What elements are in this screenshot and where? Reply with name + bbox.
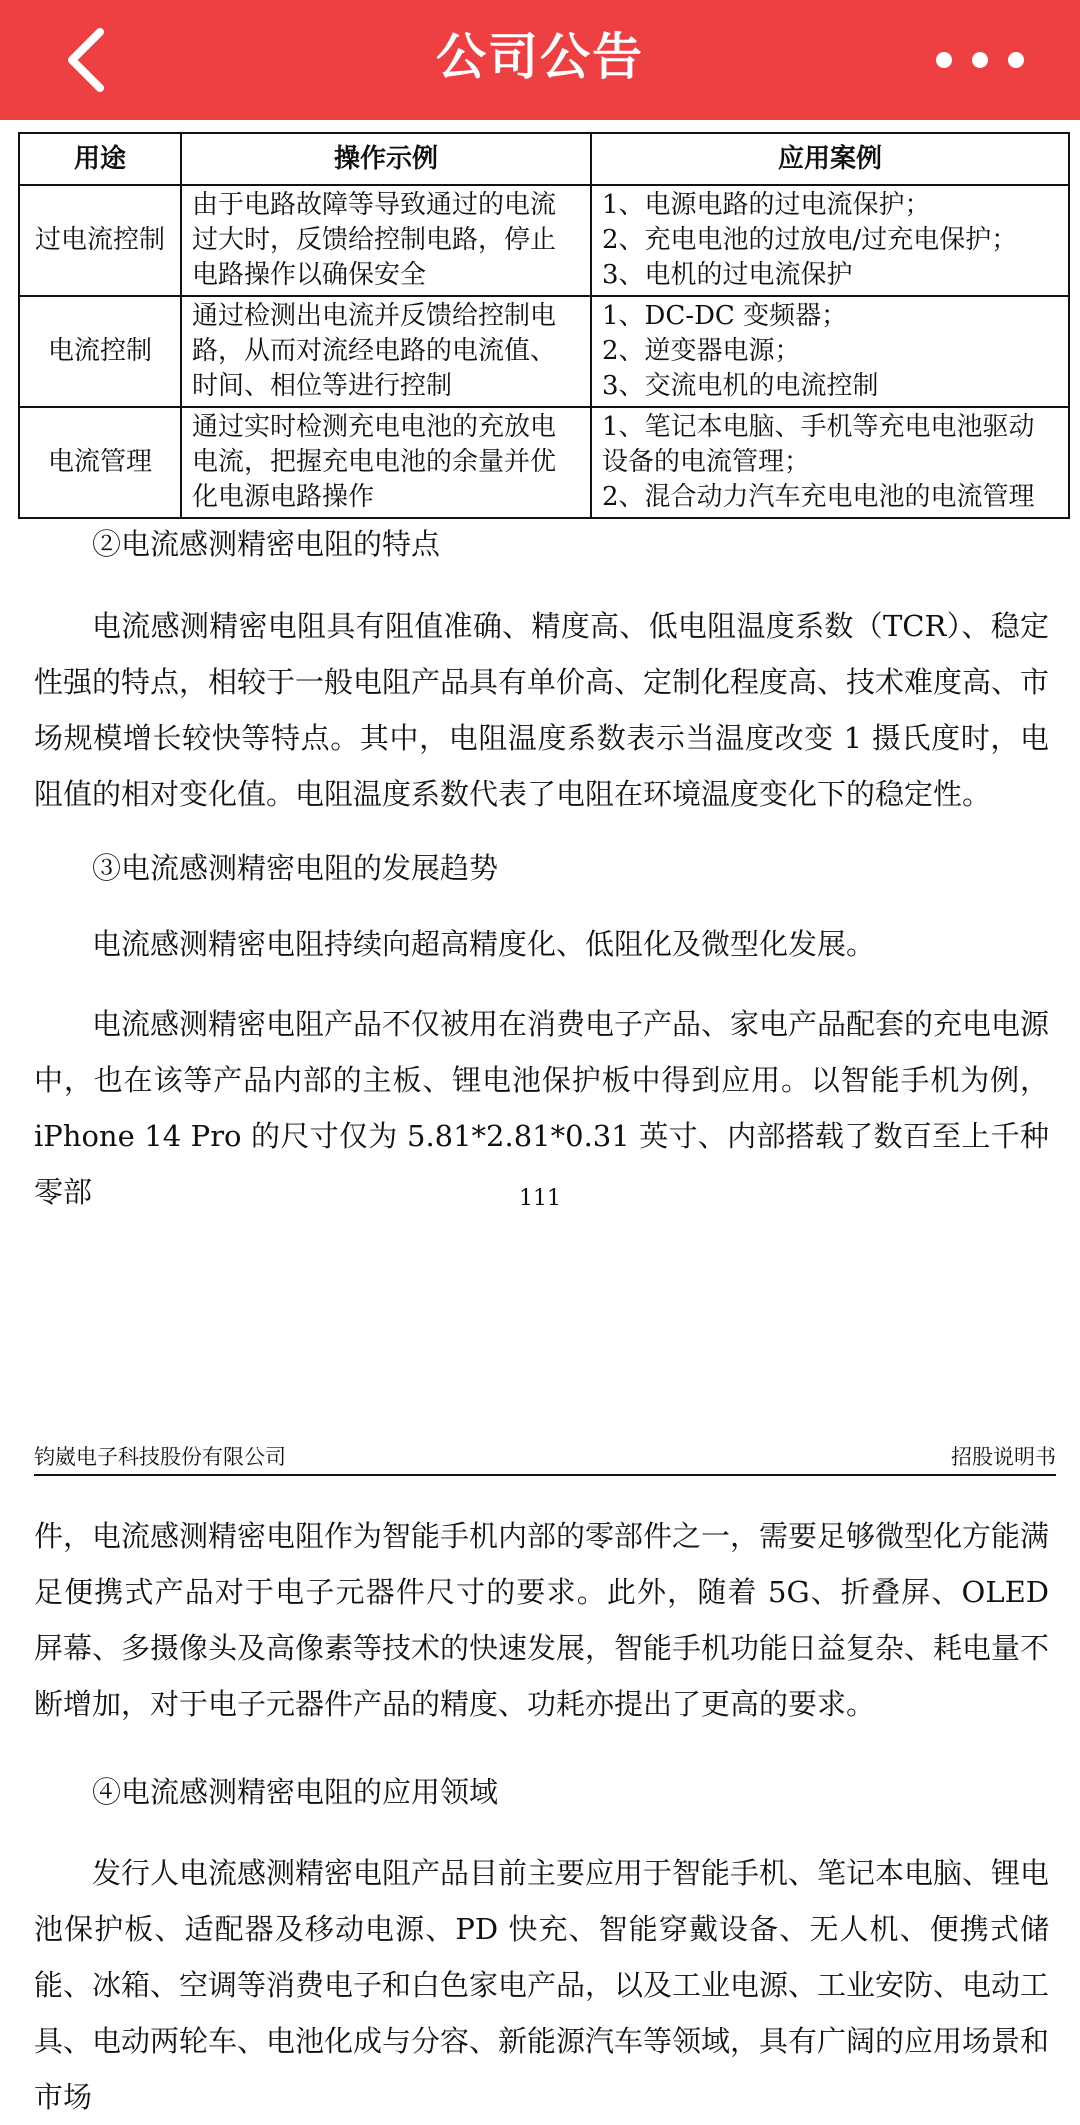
top-bar xyxy=(0,0,1080,120)
usage-table xyxy=(18,132,1070,519)
body-paragraph: 电流感测精密电阻持续向超高精度化、低阻化及微型化发展。 xyxy=(92,927,876,961)
document-header xyxy=(34,1440,1056,1476)
case-line: 1、DC-DC 变频器； xyxy=(602,301,848,331)
more-dots-icon xyxy=(936,52,952,68)
company-name: 钧崴电子科技股份有限公司 xyxy=(34,1445,286,1469)
example-cell: 由于电路故障等导致通过的电流过大时，反馈给控制电路，停止电路操作以确保安全 xyxy=(181,185,591,296)
case-line: 3、交流电机的电流控制 xyxy=(602,371,879,401)
use-cell: 电流管理 xyxy=(19,407,181,518)
page-title: 公司公告 xyxy=(436,28,644,86)
case-line: 2、混合动力汽车充电电池的电流管理 xyxy=(602,482,1035,512)
column-header: 应用案例 xyxy=(591,133,1069,185)
more-dot xyxy=(972,52,988,68)
body-paragraph: 电流感测精密电阻产品不仅被用在消费电子产品、家电产品配套的充电电源中，也在该等产品内部的主板、锂电池保护板中得到应用。以智能手机为例，iPhone 14 Pro 的尺寸仅为 5.81*2.81*0.31 英寸、内部搭载了数百至上千种零部 xyxy=(34,1007,1050,1209)
section-heading: ②电流感测精密电阻的特点 xyxy=(92,527,441,561)
use-cell: 过电流控制 xyxy=(19,185,181,296)
table-row xyxy=(19,185,1069,296)
example-cell: 通过检测出电流并反馈给控制电路，从而对流经电路的电流值、时间、相位等进行控制 xyxy=(181,296,591,407)
column-header: 操作示例 xyxy=(181,133,591,185)
table-header-row xyxy=(19,133,1069,185)
case-line: 1、笔记本电脑、手机等充电电池驱动设备的电流管理； xyxy=(602,412,1035,477)
use-cell: 电流控制 xyxy=(19,296,181,407)
more-button[interactable] xyxy=(932,48,1028,72)
case-line: 3、电机的过电流保护 xyxy=(602,260,853,290)
body-paragraph: 电流感测精密电阻具有阻值准确、精度高、低电阻温度系数（TCR）、稳定性强的特点，相较于一般电阻产品具有单价高、定制化程度高、技术难度高、市场规模增长较快等特点。其中，电阻温度系数表示当温度改变 1 摄氏度时，电阻值的相对变化值。电阻温度系数代表了电阻在环境温度变化下的稳定性。 xyxy=(34,609,1050,811)
case-line: 2、充电电池的过放电/过充电保护； xyxy=(602,225,1018,255)
body-paragraph: 件，电流感测精密电阻作为智能手机内部的零部件之一，需要足够微型化方能满足便携式产品对于电子元器件尺寸的要求。此外，随着 5G、折叠屏、OLED 屏幕、多摄像头及高像素等技术的快速发展，智能手机功能日益复杂、耗电量不断增加，对于电子元器件产品的精度、功耗亦提出了更高的要求。 xyxy=(34,1519,1050,1721)
document-type: 招股说明书 xyxy=(951,1445,1056,1469)
column-header: 用途 xyxy=(19,133,181,185)
cases-cell xyxy=(591,296,1069,407)
example-cell: 通过实时检测充电电池的充放电电流，把握充电电池的余量并优化电源电路操作 xyxy=(181,407,591,518)
section-heading: ③电流感测精密电阻的发展趋势 xyxy=(92,851,499,885)
cases-cell xyxy=(591,407,1069,518)
case-line: 2、逆变器电源； xyxy=(602,336,801,366)
page-number: 111 xyxy=(519,1186,561,1211)
table-row xyxy=(19,296,1069,407)
cases-cell xyxy=(591,185,1069,296)
body-paragraph: 发行人电流感测精密电阻产品目前主要应用于智能手机、笔记本电脑、锂电池保护板、适配器及移动电源、PD 快充、智能穿戴设备、无人机、便携式储能、冰箱、空调等消费电子和白色家电产品，以及工业电源、工业安防、电动工具、电动两轮车、电池化成与分容、新能源汽车等领域，具有广阔的应用场景和市场 xyxy=(34,1856,1050,2114)
more-dot xyxy=(1008,52,1024,68)
table-row xyxy=(19,407,1069,518)
case-line: 1、电源电路的过电流保护； xyxy=(602,190,931,220)
section-heading: ④电流感测精密电阻的应用领域 xyxy=(92,1775,499,1809)
